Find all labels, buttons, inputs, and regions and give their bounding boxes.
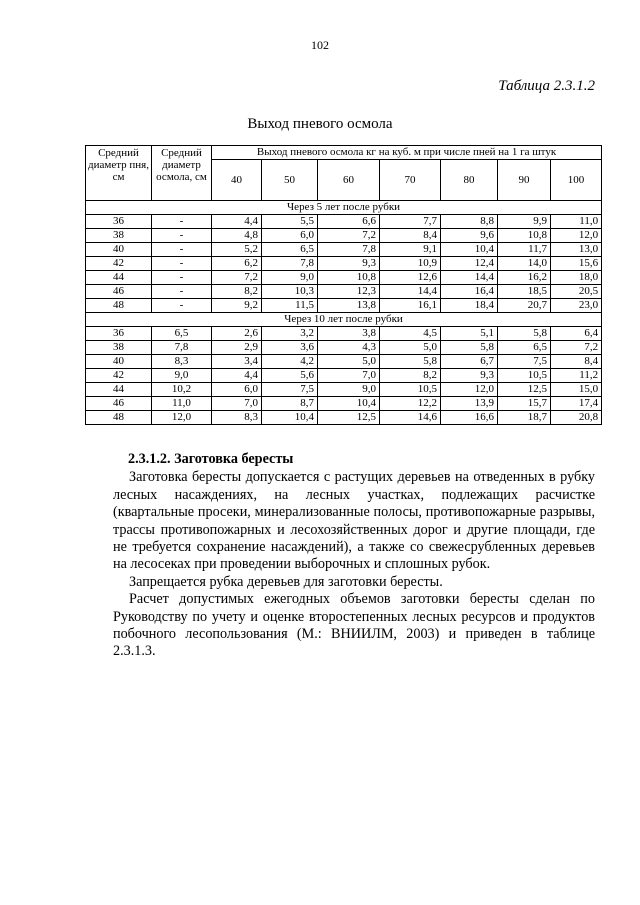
cell-yield: 16,1 — [380, 299, 441, 313]
cell-resin-diameter: - — [152, 257, 212, 271]
table-title: Выход пневого осмола — [247, 116, 393, 132]
cell-yield: 17,4 — [551, 397, 602, 411]
cell-yield: 8,4 — [551, 355, 602, 369]
table-row — [86, 285, 602, 299]
header-stump-count: 100 — [551, 160, 602, 201]
cell-yield: 9,6 — [441, 229, 498, 243]
cell-diameter: 42 — [86, 257, 152, 271]
table-row — [86, 341, 602, 355]
cell-yield: 10,4 — [441, 243, 498, 257]
cell-yield: 12,0 — [551, 229, 602, 243]
cell-yield: 12,5 — [318, 411, 380, 425]
cell-yield: 5,2 — [212, 243, 262, 257]
cell-yield: 6,4 — [551, 327, 602, 341]
cell-yield: 5,1 — [441, 327, 498, 341]
cell-diameter: 40 — [86, 243, 152, 257]
cell-yield: 8,2 — [380, 369, 441, 383]
cell-yield: 2,6 — [212, 327, 262, 341]
cell-yield: 20,5 — [551, 285, 602, 299]
cell-resin-diameter: - — [152, 243, 212, 257]
cell-yield: 23,0 — [551, 299, 602, 313]
cell-resin-diameter: 7,8 — [152, 341, 212, 355]
cell-yield: 9,0 — [318, 383, 380, 397]
cell-yield: 16,2 — [498, 271, 551, 285]
cell-yield: 7,0 — [318, 369, 380, 383]
cell-resin-diameter: 10,2 — [152, 383, 212, 397]
header-yield-group: Выход пневого осмола кг на куб. м при числе пней на 1 га штук — [212, 146, 602, 160]
cell-yield: 3,6 — [262, 341, 318, 355]
cell-yield: 6,0 — [262, 229, 318, 243]
header-diameter: Средний диаметр пня, см — [86, 146, 152, 201]
cell-yield: 9,0 — [262, 271, 318, 285]
cell-yield: 18,7 — [498, 411, 551, 425]
cell-diameter: 36 — [86, 327, 152, 341]
cell-yield: 3,8 — [318, 327, 380, 341]
cell-yield: 10,9 — [380, 257, 441, 271]
cell-yield: 4,5 — [380, 327, 441, 341]
cell-yield: 9,3 — [318, 257, 380, 271]
cell-yield: 10,4 — [318, 397, 380, 411]
cell-yield: 8,3 — [212, 411, 262, 425]
cell-yield: 5,6 — [262, 369, 318, 383]
cell-yield: 6,5 — [262, 243, 318, 257]
cell-yield: 10,8 — [318, 271, 380, 285]
cell-yield: 9,2 — [212, 299, 262, 313]
table-row — [86, 369, 602, 383]
cell-yield: 20,7 — [498, 299, 551, 313]
table-row — [86, 355, 602, 369]
cell-resin-diameter: 6,5 — [152, 327, 212, 341]
cell-resin-diameter: - — [152, 215, 212, 229]
cell-diameter: 46 — [86, 285, 152, 299]
cell-yield: 10,5 — [380, 383, 441, 397]
cell-yield: 12,4 — [441, 257, 498, 271]
cell-yield: 5,0 — [318, 355, 380, 369]
cell-yield: 13,9 — [441, 397, 498, 411]
cell-resin-diameter: 9,0 — [152, 369, 212, 383]
header-stump-count: 40 — [212, 160, 262, 201]
cell-diameter: 46 — [86, 397, 152, 411]
table-row — [86, 257, 602, 271]
cell-yield: 6,7 — [441, 355, 498, 369]
cell-yield: 9,9 — [498, 215, 551, 229]
cell-resin-diameter: - — [152, 271, 212, 285]
cell-yield: 12,2 — [380, 397, 441, 411]
cell-yield: 7,8 — [318, 243, 380, 257]
cell-yield: 4,8 — [212, 229, 262, 243]
cell-yield: 4,3 — [318, 341, 380, 355]
cell-yield: 7,8 — [262, 257, 318, 271]
body-text — [113, 451, 595, 661]
cell-yield: 7,2 — [551, 341, 602, 355]
cell-yield: 14,4 — [380, 285, 441, 299]
cell-yield: 14,6 — [380, 411, 441, 425]
cell-yield: 20,8 — [551, 411, 602, 425]
cell-yield: 16,6 — [441, 411, 498, 425]
cell-yield: 9,3 — [441, 369, 498, 383]
paragraph: Расчет допустимых ежегодных объемов заготовки бересты сделан по Руководству по учету и оценке второстепенных лесных ресурсов и продуктов побочного лесопользования (М.: ВНИИЛМ, 2003) и приведен в таблице 2.3.1.3. — [113, 591, 595, 660]
cell-yield: 7,2 — [212, 271, 262, 285]
cell-yield: 18,4 — [441, 299, 498, 313]
cell-yield: 14,4 — [441, 271, 498, 285]
table-row — [86, 327, 602, 341]
cell-yield: 7,7 — [380, 215, 441, 229]
cell-yield: 7,0 — [212, 397, 262, 411]
cell-yield: 6,2 — [212, 257, 262, 271]
cell-yield: 4,4 — [212, 215, 262, 229]
cell-yield: 18,0 — [551, 271, 602, 285]
table-body — [86, 201, 602, 425]
table-caption: Таблица 2.3.1.2 — [498, 78, 595, 94]
cell-yield: 5,0 — [380, 341, 441, 355]
section-heading: 2.3.1.2. Заготовка бересты — [128, 451, 294, 467]
cell-yield: 2,9 — [212, 341, 262, 355]
cell-yield: 3,2 — [262, 327, 318, 341]
table-row — [86, 271, 602, 285]
cell-yield: 10,5 — [498, 369, 551, 383]
cell-diameter: 44 — [86, 271, 152, 285]
cell-resin-diameter: 11,0 — [152, 397, 212, 411]
cell-yield: 13,0 — [551, 243, 602, 257]
cell-diameter: 40 — [86, 355, 152, 369]
cell-yield: 6,0 — [212, 383, 262, 397]
cell-yield: 13,8 — [318, 299, 380, 313]
section-row — [86, 201, 602, 215]
cell-yield: 6,5 — [498, 341, 551, 355]
header-stump-count: 60 — [318, 160, 380, 201]
section-title: Через 5 лет после рубки — [86, 201, 602, 215]
cell-diameter: 48 — [86, 299, 152, 313]
cell-resin-diameter: - — [152, 299, 212, 313]
cell-yield: 11,0 — [551, 215, 602, 229]
cell-diameter: 38 — [86, 341, 152, 355]
cell-yield: 7,2 — [318, 229, 380, 243]
table-row — [86, 411, 602, 425]
cell-yield: 5,8 — [380, 355, 441, 369]
cell-yield: 8,7 — [262, 397, 318, 411]
cell-yield: 11,2 — [551, 369, 602, 383]
cell-yield: 7,5 — [498, 355, 551, 369]
cell-resin-diameter: 12,0 — [152, 411, 212, 425]
cell-yield: 12,3 — [318, 285, 380, 299]
cell-diameter: 44 — [86, 383, 152, 397]
cell-yield: 15,6 — [551, 257, 602, 271]
table-row — [86, 215, 602, 229]
cell-yield: 7,5 — [262, 383, 318, 397]
header-stump-count: 50 — [262, 160, 318, 201]
cell-yield: 5,8 — [498, 327, 551, 341]
cell-yield: 4,2 — [262, 355, 318, 369]
cell-yield: 10,4 — [262, 411, 318, 425]
table-row — [86, 397, 602, 411]
cell-yield: 12,5 — [498, 383, 551, 397]
cell-diameter: 48 — [86, 411, 152, 425]
cell-diameter: 38 — [86, 229, 152, 243]
cell-resin-diameter: 8,3 — [152, 355, 212, 369]
cell-yield: 11,5 — [262, 299, 318, 313]
cell-diameter: 36 — [86, 215, 152, 229]
page-number: 102 — [311, 38, 329, 52]
table-row — [86, 383, 602, 397]
cell-yield: 18,5 — [498, 285, 551, 299]
cell-diameter: 42 — [86, 369, 152, 383]
paragraph: Запрещается рубка деревьев для заготовки бересты. — [129, 573, 443, 590]
cell-yield: 8,8 — [441, 215, 498, 229]
table-row — [86, 229, 602, 243]
table-row — [86, 299, 602, 313]
header-stump-count: 80 — [441, 160, 498, 201]
cell-yield: 9,1 — [380, 243, 441, 257]
cell-yield: 6,6 — [318, 215, 380, 229]
cell-yield: 3,4 — [212, 355, 262, 369]
cell-yield: 15,7 — [498, 397, 551, 411]
header-stump-count: 70 — [380, 160, 441, 201]
cell-yield: 8,2 — [212, 285, 262, 299]
cell-resin-diameter: - — [152, 285, 212, 299]
cell-yield: 5,5 — [262, 215, 318, 229]
cell-yield: 10,3 — [262, 285, 318, 299]
cell-yield: 11,7 — [498, 243, 551, 257]
section-title: Через 10 лет после рубки — [86, 313, 602, 327]
paragraph: Заготовка бересты допускается с растущих деревьев на отведенных в рубку лесных насаждениях, на лесных участках, подлежащих расчистке (квартальные просеки, минерализованные полосы, противопожарные разрывы, трассы противопожарных и лесохозяйственных дорог и другие площади, где не требуется сохранение насаждений), а также со свежесрубленных деревьев на лесосеках при проведении выборочных и сплошных рубок. — [113, 469, 595, 573]
cell-yield: 12,0 — [441, 383, 498, 397]
cell-yield: 15,0 — [551, 383, 602, 397]
cell-yield: 12,6 — [380, 271, 441, 285]
cell-yield: 8,4 — [380, 229, 441, 243]
cell-resin-diameter: - — [152, 229, 212, 243]
cell-yield: 10,8 — [498, 229, 551, 243]
cell-yield: 16,4 — [441, 285, 498, 299]
header-stump-count: 90 — [498, 160, 551, 201]
table-row — [86, 243, 602, 257]
header-resin-diameter: Средний диаметр осмола, см — [152, 146, 212, 201]
section-row — [86, 313, 602, 327]
cell-yield: 14,0 — [498, 257, 551, 271]
cell-yield: 4,4 — [212, 369, 262, 383]
cell-yield: 5,8 — [441, 341, 498, 355]
resin-yield-table — [85, 145, 602, 425]
